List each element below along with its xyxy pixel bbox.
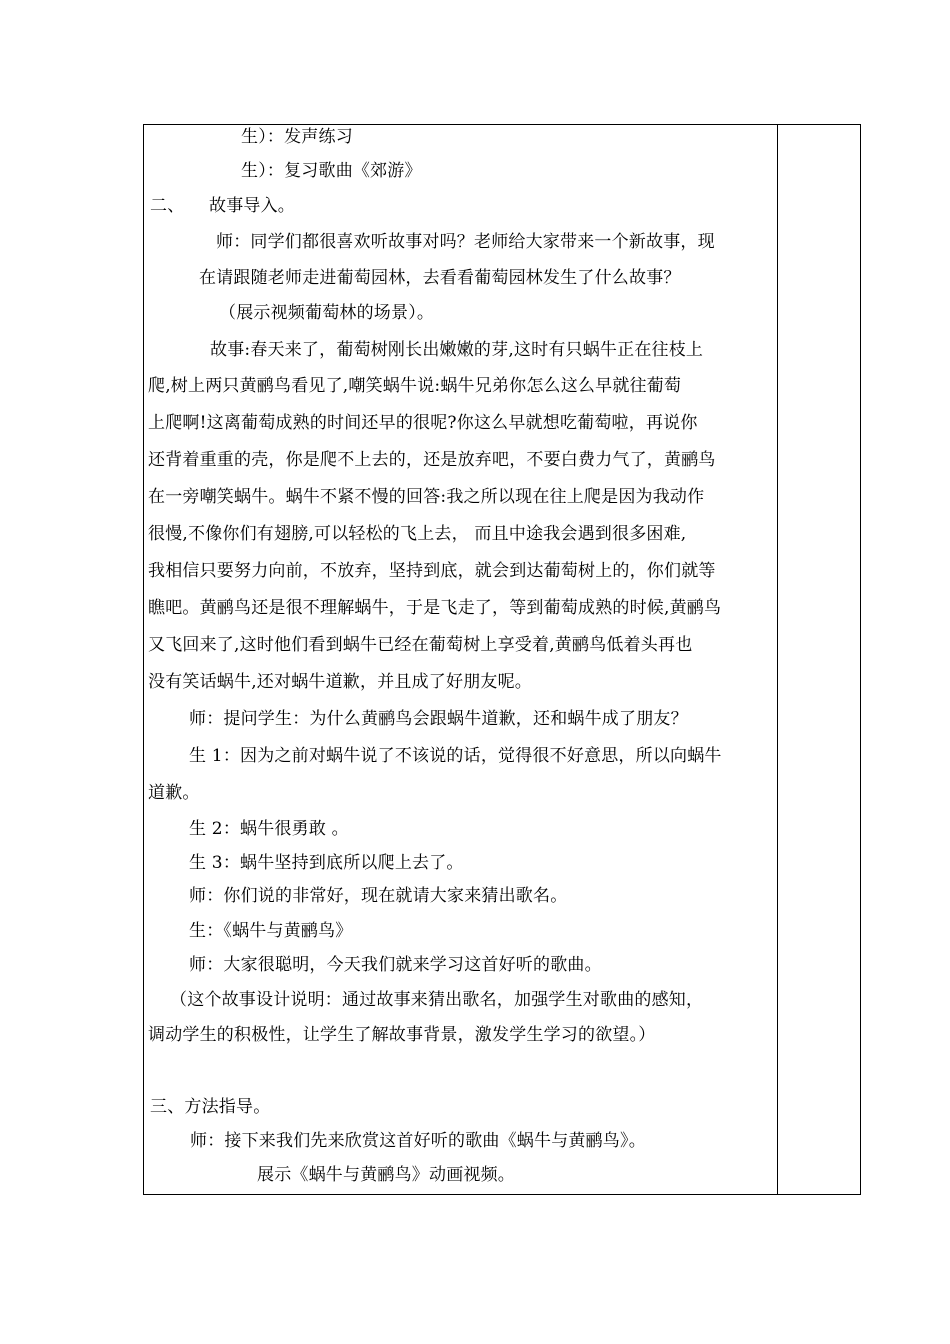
story-line: 又飞回来了,这时他们看到蜗牛已经在葡萄树上享受着,黄鹂鸟低着头再也 bbox=[148, 635, 693, 655]
text-line: 师：同学们都很喜欢听故事对吗？老师给大家带来一个新故事，现 bbox=[216, 232, 715, 252]
text-line: 展示《蜗牛与黄鹂鸟》动画视频。 bbox=[257, 1165, 515, 1185]
story-line: 在一旁嘲笑蜗牛。蜗牛不紧不慢的回答:我之所以现在往上爬是因为我动作 bbox=[148, 487, 705, 507]
text-line: 生 1：因为之前对蜗牛说了不该说的话，觉得很不好意思，所以向蜗牛 bbox=[189, 746, 722, 766]
text-line: 在请跟随老师走进葡萄园林，去看看葡萄园林发生了什么故事？ bbox=[199, 268, 681, 288]
text-line: 生）：复习歌曲《郊游》 bbox=[241, 161, 422, 181]
text-line: （这个故事设计说明：通过故事来猜出歌名，加强学生对歌曲的感知， bbox=[170, 990, 704, 1010]
story-line: 我相信只要努力向前，不放弃，坚持到底，就会到达葡萄树上的，你们就等 bbox=[148, 561, 716, 581]
text-line: 生 3：蜗牛坚持到底所以爬上去了。 bbox=[189, 853, 464, 873]
text-line: 生：《蜗牛与黄鹂鸟》 bbox=[189, 921, 353, 941]
text-line: 师：提问学生：为什么黄鹂鸟会跟蜗牛道歉，还和蜗牛成了朋友？ bbox=[189, 709, 688, 729]
story-line: 瞧吧。黄鹂鸟还是很不理解蜗牛，于是飞走了，等到葡萄成熟的时候,黄鹂鸟 bbox=[148, 598, 722, 618]
story-line: 爬,树上两只黄鹂鸟看见了,嘲笑蜗牛说:蜗牛兄弟你怎么这么早就往葡萄 bbox=[148, 376, 682, 396]
text-line: 师：你们说的非常好，现在就请大家来猜出歌名。 bbox=[189, 886, 568, 906]
text-line: 师：大家很聪明，今天我们就来学习这首好听的歌曲。 bbox=[189, 955, 602, 975]
text-line: 生 2：蜗牛很勇敢 。 bbox=[189, 819, 349, 839]
story-line: 很慢,不像你们有翅膀,可以轻松的飞上去， 而且中途我会遇到很多困难, bbox=[148, 524, 687, 544]
text-line: （展示视频葡萄林的场景）。 bbox=[219, 303, 435, 323]
text-line: 师：接下来我们先来欣赏这首好听的歌曲《蜗牛与黄鹂鸟》。 bbox=[190, 1131, 646, 1151]
story-line: 还背着重重的壳，你是爬不上去的，还是放弃吧，不要白费力气了，黄鹂鸟 bbox=[148, 450, 716, 470]
section-number: 二、 bbox=[150, 196, 185, 216]
story-line: 没有笑话蜗牛,还对蜗牛道歉，并且成了好朋友呢。 bbox=[148, 672, 533, 692]
text-line: 调动学生的积极性，让学生了解故事背景，激发学生学习的欲望。） bbox=[148, 1025, 656, 1045]
story-line: 上爬啊!这离葡萄成熟的时间还早的很呢?你这么早就想吃葡萄啦，再说你 bbox=[148, 413, 698, 433]
section-heading: 三、方法指导。 bbox=[150, 1097, 271, 1117]
story-line: 故事:春天来了，葡萄树刚长出嫩嫩的芽,这时有只蜗牛正在往枝上 bbox=[210, 340, 704, 360]
text-line: 道歉。 bbox=[148, 783, 200, 803]
table-column-divider bbox=[777, 124, 778, 1195]
section-heading: 故事导入。 bbox=[209, 196, 295, 216]
text-line: 生）：发声练习 bbox=[241, 127, 353, 147]
